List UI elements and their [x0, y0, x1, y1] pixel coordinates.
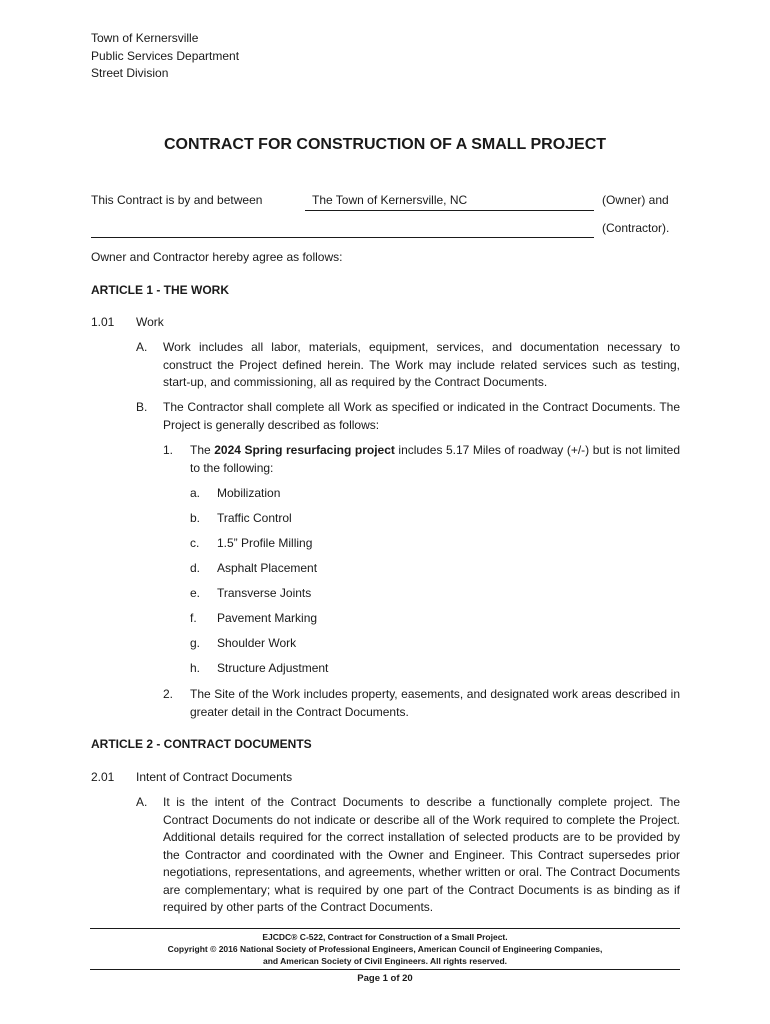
footer-copyright — [90, 931, 680, 967]
document-title: CONTRACT FOR CONSTRUCTION OF A SMALL PROJECT — [163, 136, 607, 153]
item-2-text: The Site of the Work includes property, easements, and designated work areas described in greater detail in the Contract Documents. — [190, 687, 680, 719]
list-item-text: Mobilization — [217, 486, 281, 500]
list-item-label: g. — [190, 636, 201, 650]
page-number: Page 1 of 20 — [357, 973, 413, 984]
paragraph-b-label: B. — [136, 400, 148, 414]
article-1-heading: ARTICLE 1 - THE WORK — [91, 283, 229, 297]
footer-line-1: EJCDC® C-522, Contract for Construction of a Small Project. — [262, 932, 508, 942]
list-item-label: d. — [190, 561, 201, 575]
list-item-label: f. — [190, 611, 197, 625]
header-line-division: Street Division — [91, 66, 169, 80]
section-1-01-title: Work — [136, 315, 164, 329]
parties-intro: This Contract is by and between — [91, 193, 263, 207]
footer-bottom-rule — [90, 969, 680, 970]
article-2-heading: ARTICLE 2 - CONTRACT DOCUMENTS — [91, 737, 312, 751]
list-item-text: 1.5” Profile Milling — [217, 536, 313, 550]
footer-top-rule — [90, 928, 680, 929]
paragraph-2a-label: A. — [136, 795, 148, 809]
list-item-label: h. — [190, 661, 201, 675]
list-item-text: Shoulder Work — [217, 636, 297, 650]
contractor-name-field[interactable] — [91, 220, 594, 238]
owner-suffix: (Owner) and — [602, 193, 669, 207]
footer-line-2: Copyright © 2016 National Society of Professional Engineers, American Council of Engineering Companies, — [167, 944, 603, 954]
paragraph-b-text: The Contractor shall complete all Work as specified or indicated in the Contract Documents. The Project is generally described as follows: — [163, 400, 680, 432]
section-2-01-title: Intent of Contract Documents — [136, 770, 293, 784]
list-item-text: Traffic Control — [217, 511, 292, 525]
item-1-label: 1. — [163, 443, 174, 457]
item-1-text-post: includes 5.17 Miles of roadway (+/-) but is not limited to the following: — [190, 443, 681, 475]
document-header — [91, 30, 239, 83]
paragraph-2a-text: It is the intent of the Contract Documents to describe a functionally complete project. The Contract Documents do not indicate or describe all of the Work required to complete the Project. Additional details required for the correct installation of selected products are to be provided by the Contractor and coordinated with the Owner and Engineer. This Contract supersedes prior negotiations, representations, and agreements, whether written or oral. The Contract Documents are complementary; what is required by one part of the Contract Documents is as binding as if required by other parts of the Contract Documents. — [163, 795, 680, 914]
section-2-01-number: 2.01 — [91, 770, 115, 784]
list-item-label: c. — [190, 536, 200, 550]
list-item-text: Asphalt Placement — [217, 561, 318, 575]
item-1-text — [190, 442, 680, 477]
project-name: 2024 Spring resurfacing project — [214, 443, 395, 457]
paragraph-a-label: A. — [136, 340, 148, 354]
header-line-department: Public Services Department — [91, 48, 240, 63]
list-item-label: e. — [190, 586, 201, 600]
contractor-suffix: (Contractor). — [602, 221, 670, 235]
item-1-text-pre: The — [190, 443, 215, 457]
list-item-label: b. — [190, 511, 201, 525]
section-1-01-number: 1.01 — [91, 315, 115, 329]
agreement-statement: Owner and Contractor hereby agree as follows: — [91, 250, 343, 264]
paragraph-a-text: Work includes all labor, materials, equipment, services, and documentation necessary to construct the Project defined herein. The Work may include related services such as testing, start-up, and commissioning, all as required by the Contract Documents. — [163, 340, 680, 389]
list-item-text: Structure Adjustment — [217, 661, 329, 675]
list-item-text: Pavement Marking — [217, 611, 318, 625]
list-item-text: Transverse Joints — [217, 586, 312, 600]
item-2-label: 2. — [163, 687, 174, 701]
owner-name-field[interactable]: The Town of Kernersville, NC — [305, 192, 594, 211]
header-line-town: Town of Kernersville — [91, 31, 199, 45]
footer-line-3: and American Society of Civil Engineers. All rights reserved. — [262, 956, 508, 966]
list-item-label: a. — [190, 486, 201, 500]
